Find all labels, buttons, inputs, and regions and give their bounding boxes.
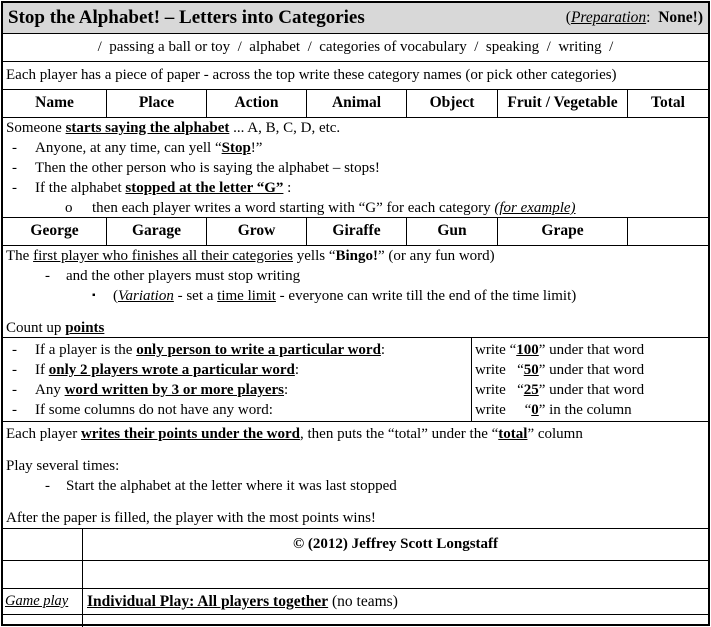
text-line: - Anyone, at any time, can yell “Stop!” (12, 140, 263, 156)
bullet-glyph: - (45, 478, 50, 494)
category-header-place: Place (107, 90, 207, 117)
points-values-cell (472, 338, 708, 421)
partial-right-cell (83, 615, 708, 627)
example-cell-place: Garage (107, 218, 207, 245)
copyright-text: © (2012) Jeffrey Scott Longstaff (292, 536, 499, 552)
text-line: - If some columns do not have any word: (12, 402, 273, 418)
bullet-glyph: - (12, 140, 17, 156)
bingo-section (3, 246, 708, 338)
copyright-row (3, 529, 708, 561)
category-header-fruit-vegetable: Fruit / Vegetable (498, 90, 628, 117)
worksheet-document (1, 1, 710, 626)
bullet-glyph: - (12, 402, 17, 418)
text-line: Each player writes their points under the word, then puts the “total” under the “total” column (6, 426, 583, 442)
page-title: Stop the Alphabet! – Letters into Categories (8, 7, 365, 28)
scoring-notes-section (3, 422, 708, 529)
text-line: write “50” under that word (475, 362, 645, 378)
category-header-row (3, 90, 708, 118)
example-cell-action: Grow (207, 218, 307, 245)
example-cell-name: George (3, 218, 107, 245)
bullet-glyph: - (12, 160, 17, 176)
example-cell-total (628, 218, 708, 245)
category-header-total: Total (651, 94, 685, 111)
empty-spacer-row (3, 561, 708, 589)
text-line (3, 444, 708, 456)
preparation-open-paren: ( (565, 9, 571, 26)
paper-instruction: Each player has a piece of paper - across the top write these category names (or pick other categories) (3, 62, 708, 90)
game-play-label-cell (3, 589, 83, 614)
text-line: - Start the alphabet at the letter where it was last stopped (45, 478, 397, 494)
empty-left-cell (3, 561, 83, 588)
example-cell-fruit-vegetable: Grape (498, 218, 628, 245)
text-line: Count up points (6, 320, 105, 336)
example-cell-animal: Giraffe (307, 218, 407, 245)
text-line: - Any word written by 3 or more players: (12, 382, 289, 398)
copyright-left-spacer-cell (3, 529, 83, 560)
category-header-object: Object (407, 90, 498, 117)
empty-right-cell (83, 561, 708, 588)
text-line: write “0” in the column (475, 402, 632, 418)
activity-tags-line: / passing a ball or toy / alphabet / categories of vocabulary / speaking / writing / (3, 34, 708, 62)
bullet-glyph: - (12, 180, 17, 196)
example-cell-object: Gun (407, 218, 498, 245)
partial-left-cell (3, 615, 83, 627)
partial-bottom-row (3, 615, 708, 627)
text-line: Game play (5, 593, 69, 609)
category-header-name: Name (3, 90, 107, 117)
bullet-glyph: ▪ (92, 290, 96, 301)
game-play-value-cell (83, 589, 708, 614)
text-line: write “100” under that word (475, 342, 645, 358)
text-line: ▪ (Variation - set a time limit - everyone can write till the end of the time limit) (92, 288, 577, 304)
points-table (3, 338, 708, 422)
text-line: o then each player writes a word starting with “G” for each category (for example) (65, 200, 576, 216)
preparation-separator: : (646, 9, 659, 26)
text-line (3, 306, 708, 318)
alphabet-rules-section (3, 118, 708, 218)
preparation-close-paren: ) (697, 9, 703, 26)
category-header-animal: Animal (307, 90, 407, 117)
text-line (3, 496, 708, 508)
preparation-value: None! (658, 9, 698, 26)
text-line: - and the other players must stop writing (45, 268, 301, 284)
points-criteria-cell (3, 338, 472, 421)
text-line: - If a player is the only person to write a particular word: (12, 342, 386, 358)
game-play-row (3, 589, 708, 615)
bullet-glyph: o (65, 200, 73, 216)
text-line: - If the alphabet stopped at the letter “G” : (12, 180, 292, 196)
bullet-glyph: - (12, 342, 17, 358)
bullet-glyph: - (12, 362, 17, 378)
bullet-glyph: - (12, 382, 17, 398)
text-line: Someone starts saying the alphabet ... A, B, C, D, etc. (6, 120, 341, 136)
text-line: Individual Play: All players together (no teams) (87, 593, 398, 610)
text-line: After the paper is filled, the player with the most points wins! (6, 510, 376, 526)
bullet-glyph: - (45, 268, 50, 284)
title-bar (3, 3, 708, 34)
text-line: Play several times: (6, 458, 120, 474)
category-header-action: Action (207, 90, 307, 117)
preparation-note (566, 9, 703, 27)
example-words-row (3, 218, 708, 246)
text-line: write “25” under that word (475, 382, 645, 398)
text-line: - If only 2 players wrote a particular word: (12, 362, 300, 378)
text-line: The first player who finishes all their categories yells “Bingo!” (or any fun word) (6, 248, 495, 264)
text-line: - Then the other person who is saying the alphabet – stops! (12, 160, 380, 176)
preparation-label: Preparation (570, 9, 647, 26)
